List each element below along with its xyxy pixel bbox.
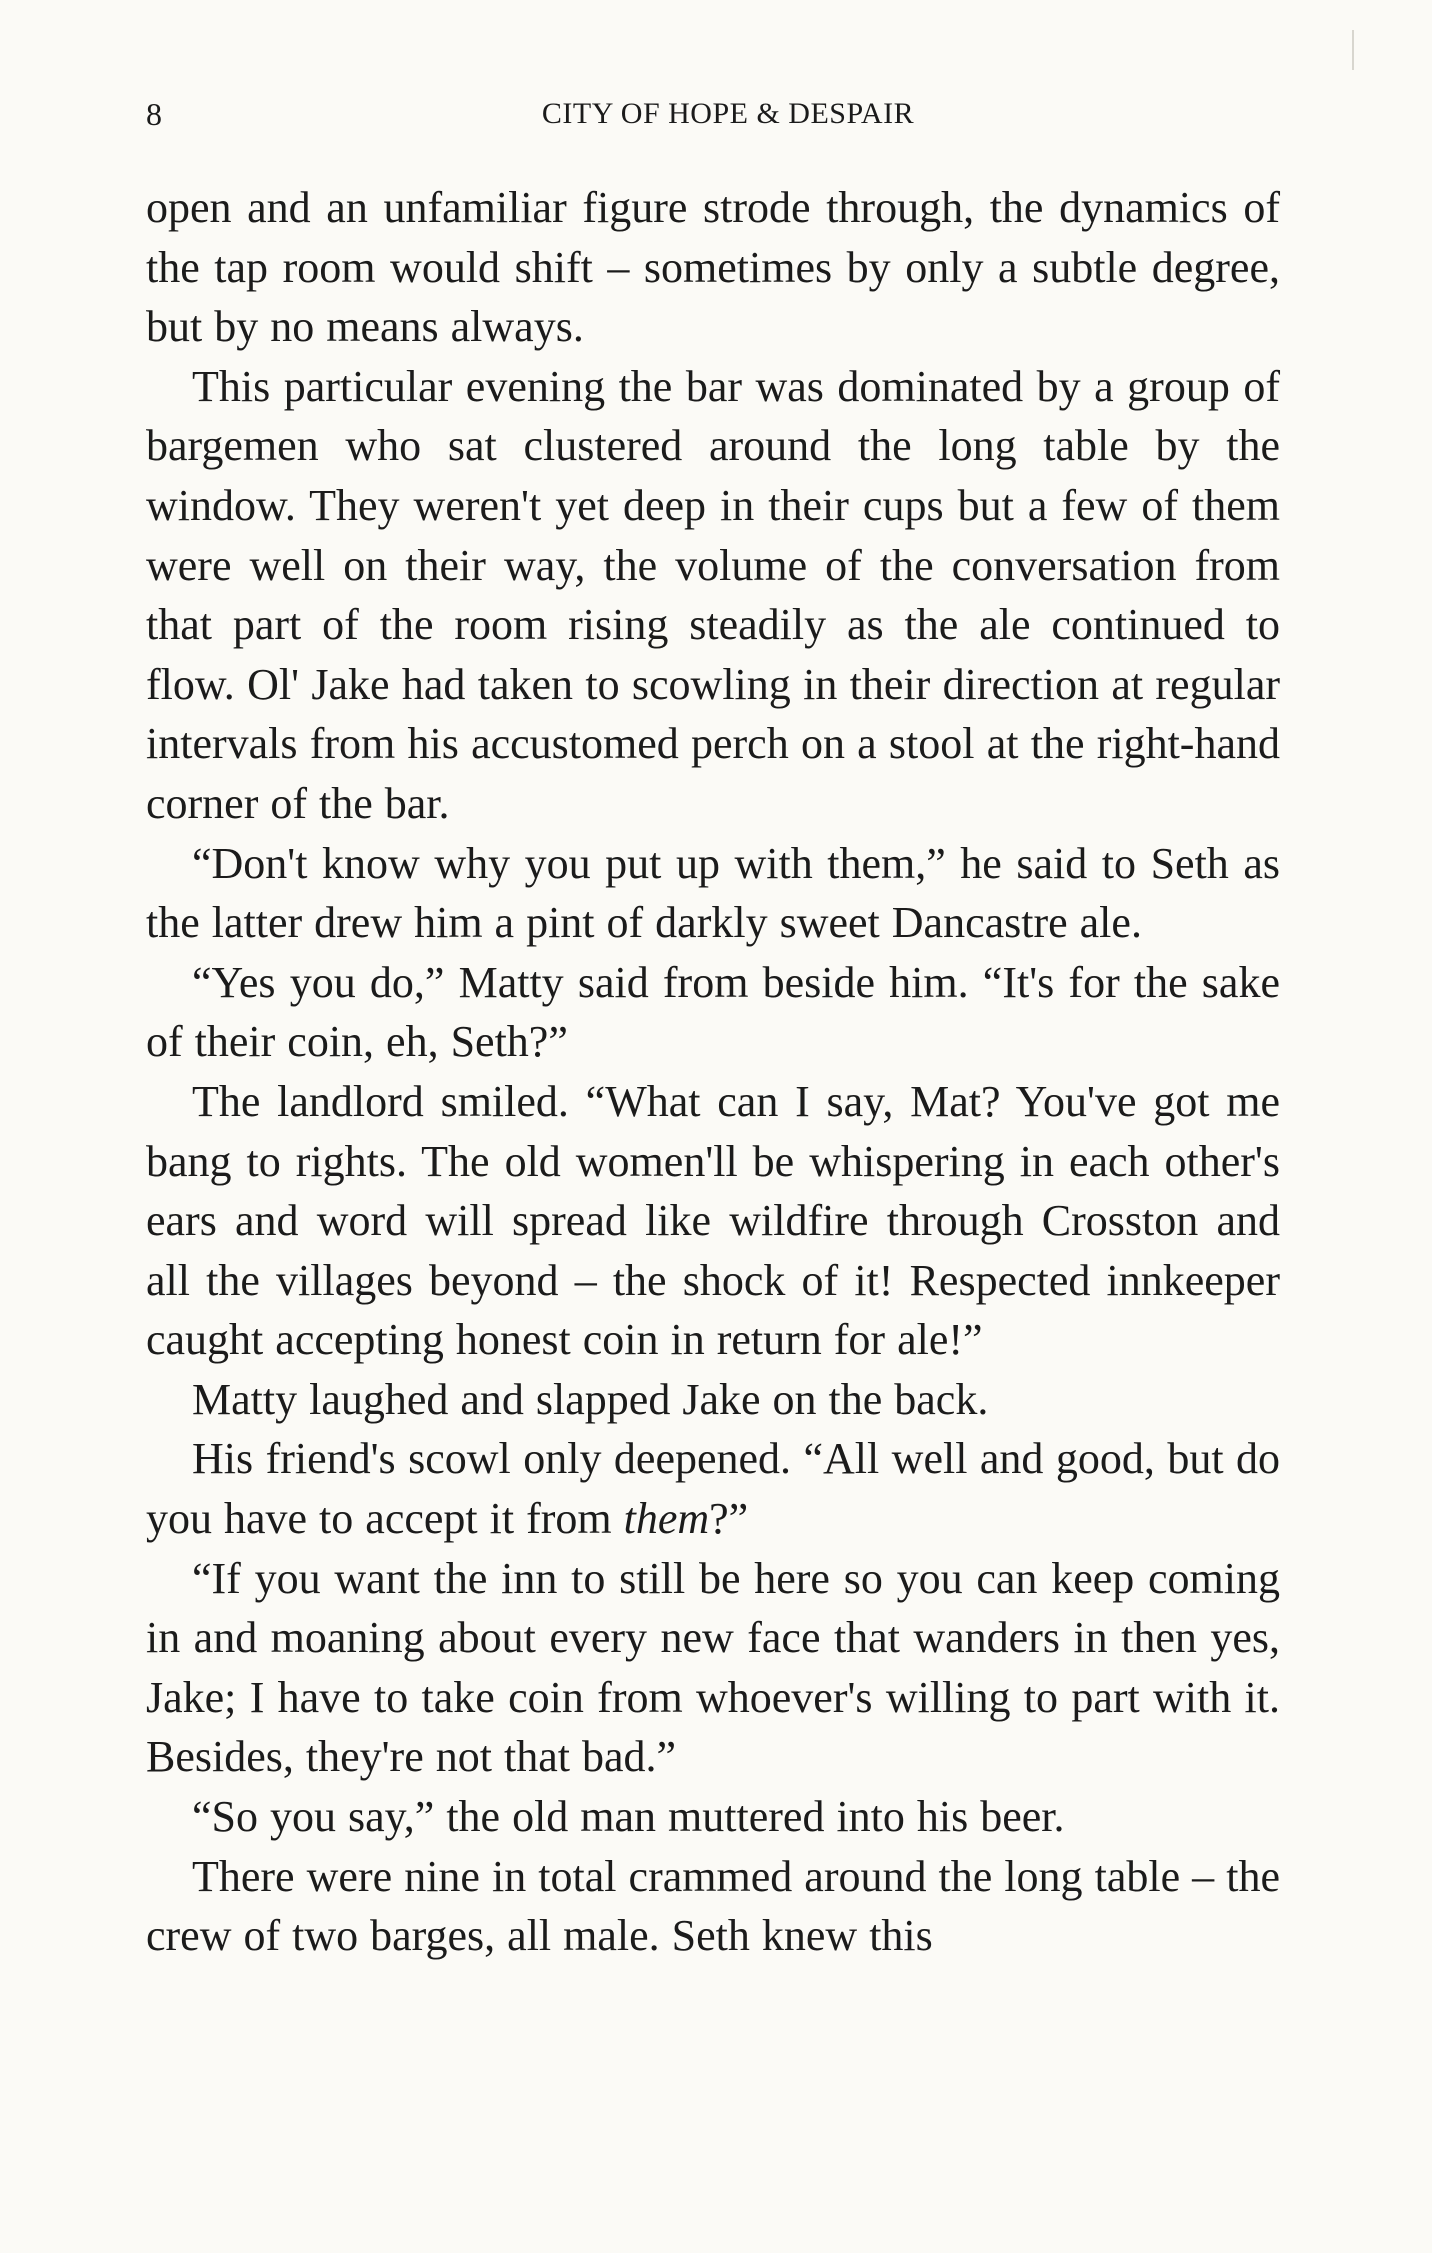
paragraph: “So you say,” the old man muttered into his beer.	[192, 1792, 1065, 1842]
paragraph-text: His friend's scowl only deepened. “All well and good, but do you have to accept it from	[146, 1434, 1280, 1544]
paragraph: “Don't know why you put up with them,” he said to Seth as the latter drew him a pint of darkly sweet Dancastre ale.	[146, 838, 1280, 948]
paragraph: This particular evening the bar was dominated by a group of bargemen who sat clustered around the long table by the window. They weren't yet deep in their cups but a few of them were well on their way, the volume of the conversation from that part of the room rising steadily as the ale continued to flow. Ol' Jake had taken to scowling in their direction at regular intervals from his accustomed perch on a stool at the right-hand corner of the bar.	[146, 361, 1280, 828]
paragraph: “Yes you do,” Matty said from beside him. “It's for the sake of their coin, eh, Seth?”	[146, 957, 1280, 1067]
running-head: CITY OF HOPE & DESPAIR	[541, 97, 915, 130]
body-text	[146, 178, 1280, 1966]
paragraph: open and an unfamiliar figure strode through, the dynamics of the tap room would shift – sometimes by only a subtle degree, but by no means always.	[146, 183, 1280, 352]
paragraph: The landlord smiled. “What can I say, Mat? You've got me bang to rights. The old women'll be whispering in each other's ears and word will spread like wildfire through Crosston and all the villages beyond – the shock of it! Respected innkeeper caught accepting honest coin in return for ale!”	[146, 1076, 1280, 1365]
paragraph: There were nine in total crammed around the long table – the crew of two barges, all male. Seth knew this	[146, 1851, 1280, 1961]
paragraph-text: ?”	[709, 1494, 749, 1544]
page-header	[146, 92, 1280, 136]
emphasized-word: them	[623, 1494, 710, 1544]
paragraph: “If you want the inn to still be here so you can keep coming in and moaning about every new face that wanders in then yes, Jake; I have to take coin from whoever's willing to part with it. Besides, they're not that bad.”	[146, 1553, 1280, 1782]
paragraph: Matty laughed and slapped Jake on the back.	[192, 1374, 989, 1424]
scan-artifact-line	[1352, 30, 1354, 70]
page-number: 8	[146, 96, 163, 132]
paragraph	[146, 1429, 1280, 1548]
